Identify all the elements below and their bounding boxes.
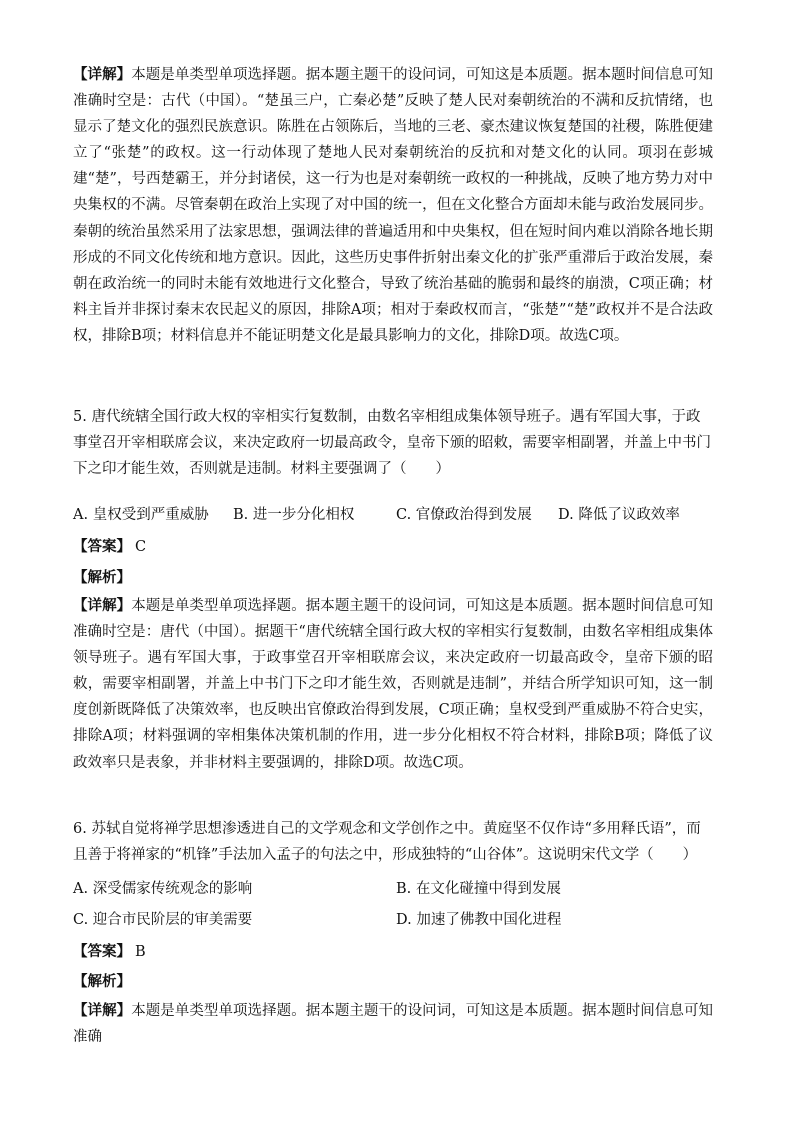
detail-tag: 【详解】 [73, 1002, 132, 1019]
q6-option-b: B. 在文化碰撞中得到发展 [396, 881, 561, 897]
q4-detail-block [73, 62, 713, 349]
q6-option-a: A. 深受儒家传统观念的影响 [73, 881, 253, 897]
q5-stem: 5. 唐代统辖全国行政大权的宰相实行复数制，由数名宰相组成集体领导班子。遇有军国大事，于政事堂召开宰相联席会议，来决定政府一切最高政令，皇帝下颁的昭敕，需要宰相副署，并盖上中书门下之印才能生效，否则就是违制。材料主要强调了（ ） [73, 409, 711, 478]
q6-detail-text: 本题是单类型单项选择题。据本题主题干的设问词，可知这是本质题。据本题时间信息可知准确 [73, 1003, 713, 1046]
q5-answer-line [73, 535, 146, 556]
q5-analysis-tag: 【解析】 [73, 569, 131, 586]
q4-detail-paragraph [73, 62, 713, 349]
q5-detail-paragraph [73, 593, 713, 776]
q6-stem: 6. 苏轼自觉将禅学思想渗透进自己的文学观念和文学创作之中。黄庭坚不仅作诗“多用释氏语”，而且善于将禅家的“机锋”手法加入孟子的句法之中，形成独特的“山谷体”。这说明宋代文学（ ） [73, 821, 701, 864]
q6-stem-block [73, 816, 713, 868]
q5-options [73, 503, 733, 525]
answer-tag: 【答案】 [73, 538, 131, 555]
q6-detail-block [73, 998, 713, 1046]
q4-detail-text: 本题是单类型单项选择题。据本题主题干的设问词，可知这是本质题。据本题时间信息可知准确时空是：古代（中国）。“楚虽三户，亡秦必楚”反映了楚人民对秦朝统治的不满和反抗情绪，也显示了楚文化的强烈民族意识。陈胜在占领陈后，当地的三老、豪杰建议恢复楚国的社稷，陈胜便建立了“张楚”的政权。这一行动体现了楚地人民对秦朝统治的反抗和对楚文化的认同。项羽在彭城建“楚”，号西楚霸王，并分封诸侯，这一行为也是对秦朝统一政权的一种挑战，反映了地方势力对中央集权的不满。尽管秦朝在政治上实现了对中国的统一，但在文化整合方面却未能与政治发展同步。秦朝的统治虽然采用了法家思想，强调法律的普遍适用和中央集权，但在短时间内难以消除各地长期形成的不同文化传统和地方意识。因此，这些历史事件折射出秦文化的扩张严重滞后于政治发展，秦朝在政治统一的同时未能有效地进行文化整合，导致了统治基础的脆弱和最终的崩溃，C项正确；材料主旨并非探讨秦末农民起义的原因，排除A项；相对于秦政权而言，“张楚”“楚”政权并不是合法政权，排除B项；材料信息并不能证明楚文化是最具影响力的文化，排除D项。故选C项。 [73, 67, 713, 344]
detail-tag: 【详解】 [73, 597, 132, 614]
q5-option-d: D. 降低了议政效率 [558, 507, 680, 523]
q6-analysis-tag: 【解析】 [73, 973, 131, 990]
q5-option-b: B. 进一步分化相权 [233, 507, 355, 523]
q5-stem-block [73, 404, 713, 482]
q5-answer-value: C [135, 539, 147, 555]
detail-tag: 【详解】 [73, 66, 132, 83]
q6-answer-value: B [135, 944, 146, 960]
q6-detail-paragraph [73, 998, 713, 1050]
q6-option-d: D. 加速了佛教中国化进程 [396, 912, 562, 928]
q6-options-row1 [73, 877, 733, 899]
q6-option-c: C. 迎合市民阶层的审美需要 [73, 912, 253, 928]
q5-detail-block [73, 593, 713, 776]
q5-detail-text: 本题是单类型单项选择题。据本题主题干的设问词，可知这是本质题。据本题时间信息可知准确时空是：唐代（中国）。据题干“唐代统辖全国行政大权的宰相实行复数制，由数名宰相组成集体领导班子。遇有军国大事，于政事堂召开宰相联席会议，来决定政府一切最高政令，皇帝下颁的昭敕，需要宰相副署，并盖上中书门下之印才能生效，否则就是违制”，并结合所学知识可知，这一制度创新既降低了决策效率，也反映出官僚政治得到发展，C项正确；皇权受到严重威胁不符合史实，排除A项；材料强调的宰相集体决策机制的作用，进一步分化相权不符合材料，排除B项；降低了议政效率只是表象，并非材料主要强调的，排除D项。故选C项。 [73, 598, 713, 771]
q5-option-a: A. 皇权受到严重威胁 [73, 507, 209, 523]
q5-option-c: C. 官僚政治得到发展 [396, 507, 532, 523]
q6-options-row2 [73, 908, 733, 930]
answer-tag: 【答案】 [73, 943, 131, 960]
q6-answer-line [73, 940, 146, 961]
